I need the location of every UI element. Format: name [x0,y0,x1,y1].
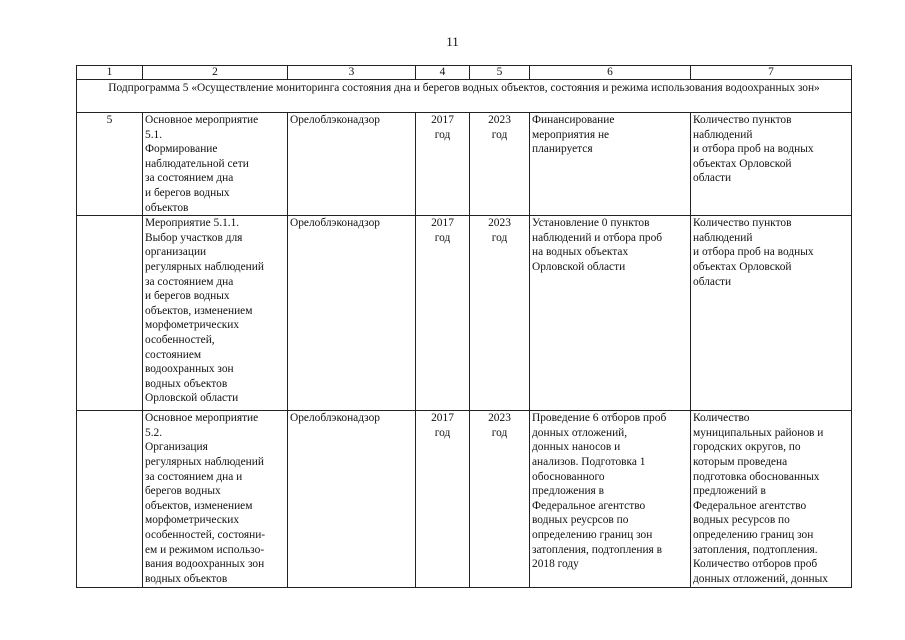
indicator-cell: Количество пунктов наблюдений и отбора проб на водных объектах Орловской области [691,113,852,216]
column-number: 1 [77,66,143,80]
start-year-cell: 2017 год [416,411,470,588]
column-number: 5 [470,66,530,80]
activity-cell: Основное мероприятие 5.2. Организация регулярных наблюдений за состоянием дна и берегов водных объектов, изменением морфометрических особенностей, состояни- ем и режимом использо- вания водоохранных зон водных объектов [143,411,288,588]
row-number-cell: 5 [77,113,143,216]
executor-cell: Орелоблэконадзор [288,113,416,216]
end-year-cell: 2023 год [470,411,530,588]
result-cell: Проведение 6 отборов проб донных отложений, донных наносов и анализов. Подготовка 1 обоснованного предложения в Федеральное агентство водных реусрсов по определению границ зон затопления, подтопления в 2018 году [530,411,691,588]
start-year-cell: 2017 год [416,113,470,216]
row-number-cell [77,411,143,588]
column-number: 7 [691,66,852,80]
row-number-cell [77,216,143,411]
result-cell: Установление 0 пунктов наблюдений и отбора проб на водных объектах Орловской области [530,216,691,411]
activity-cell: Основное мероприятие 5.1. Формирование наблюдательной сети за состоянием дна и берегов водных объектов [143,113,288,216]
column-number: 2 [143,66,288,80]
end-year-cell: 2023 год [470,216,530,411]
indicator-cell: Количество муниципальных районов и городских округов, по которым проведена подготовка обоснованных предложений в Федеральное агентство водных ресурсов по определению границ зон затопления, подтопления. Количество отборов проб донных отложений, донных [691,411,852,588]
page-number: 11 [446,34,459,49]
subprogram-title: Подпрограмма 5 «Осуществление мониторинга состояния дна и берегов водных объектов, состояния и режима использования водоохранных зон» [77,80,852,113]
table-row [77,216,852,411]
subprogram-row [77,80,852,113]
start-year-cell: 2017 год [416,216,470,411]
table-bottom-border [77,588,852,590]
executor-cell: Орелоблэконадзор [288,216,416,411]
end-year-cell: 2023 год [470,113,530,216]
column-number: 4 [416,66,470,80]
indicator-cell: Количество пунктов наблюдений и отбора проб на водных объектах Орловской области [691,216,852,411]
executor-cell: Орелоблэконадзор [288,411,416,588]
column-number-row [77,66,852,80]
result-cell: Финансирование мероприятия не планируется [530,113,691,216]
column-number: 6 [530,66,691,80]
activity-cell: Мероприятие 5.1.1. Выбор участков для организации регулярных наблюдений за состоянием дна и берегов водных объектов, изменением морфометрических особенностей, состоянием водоохранных зон водных объектов Орловской области [143,216,288,411]
column-number: 3 [288,66,416,80]
table-bottom-rule [77,588,852,590]
table-row [77,113,852,216]
program-table [76,65,852,589]
table-row [77,411,852,588]
